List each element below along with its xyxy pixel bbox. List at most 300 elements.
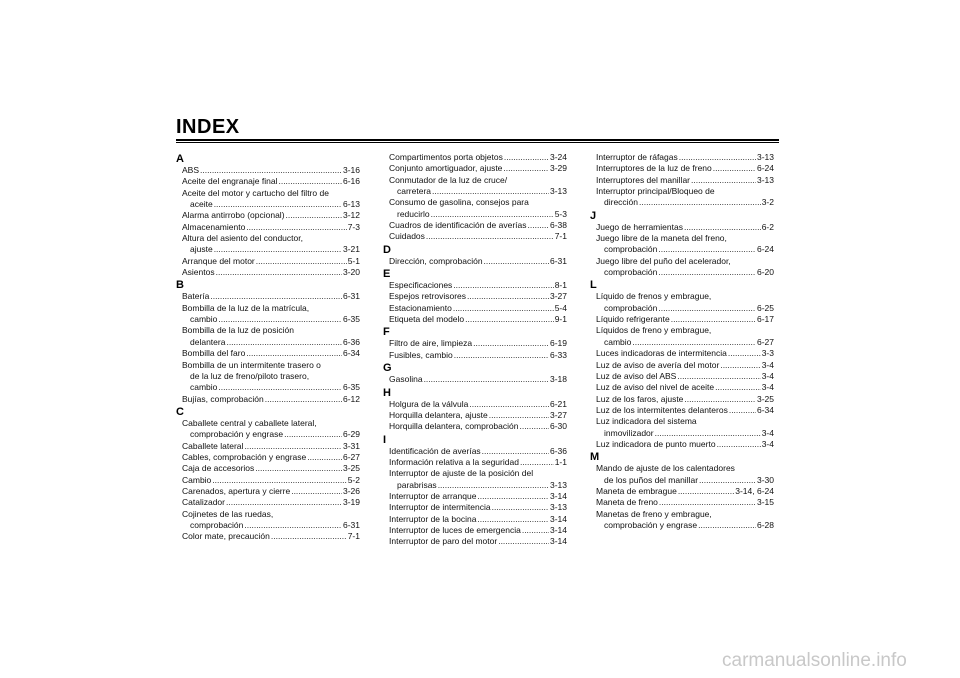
dot-leader — [226, 497, 342, 508]
index-entry — [176, 394, 360, 405]
entry-text: Caballete lateral — [182, 440, 244, 451]
index-entry — [590, 439, 774, 450]
page-number: 6-2 — [761, 221, 774, 232]
entry-text: Interruptor de ráfagas — [596, 152, 678, 162]
entry-text: de los puños del manillar — [604, 474, 699, 485]
entry-text: Caja de accesorios — [182, 463, 255, 474]
entry-text: Interruptor de arranque — [389, 490, 477, 501]
entry-text: cambio — [190, 382, 218, 393]
section-letter-l: L — [590, 279, 597, 292]
entry-text: Cojinetes de las ruedas, — [182, 508, 274, 519]
page-number: 6-16 — [342, 176, 360, 187]
entry-text: Holgura de la válvula — [389, 398, 469, 409]
entry-text: Filtro de aire, limpieza — [389, 338, 473, 349]
index-entry — [383, 256, 567, 267]
page-number: 3-4 — [761, 427, 774, 438]
index-entry — [383, 197, 567, 220]
page-number: 3-21 — [342, 244, 360, 255]
page-number: 6-28 — [756, 519, 774, 530]
section-letter-m: M — [590, 451, 600, 464]
dot-leader — [677, 371, 760, 382]
entry-text: Interruptor principal/Bloqueo de — [596, 186, 715, 197]
index-entry — [176, 418, 360, 441]
dot-leader — [286, 210, 342, 221]
dot-leader — [678, 486, 734, 497]
entry-text: Almacenamiento — [182, 221, 246, 232]
entry-text: Aceite del engranaje final — [182, 176, 278, 187]
entry-text: Juego libre del puño del acelerador, — [596, 255, 731, 266]
dot-leader — [438, 480, 549, 491]
page-number: 6-17 — [756, 314, 774, 325]
page-number: 3-16 — [342, 165, 360, 175]
index-entry — [176, 486, 360, 497]
entry-text: Interruptores de la luz de freno — [596, 163, 712, 174]
page-number: 3-2 — [761, 197, 774, 208]
page-number: 3-24 — [549, 152, 567, 162]
page-number: 5-2 — [347, 474, 360, 485]
entry-text: Batería — [182, 291, 210, 302]
entry-text: Líquidos de freno y embrague, — [596, 325, 712, 336]
index-entry — [383, 374, 567, 385]
page-number: 6-27 — [342, 451, 360, 462]
page-number: 6-35 — [342, 314, 360, 325]
page-number: 3-20 — [342, 267, 360, 278]
entry-text: comprobación — [604, 244, 658, 255]
index-entry — [383, 514, 567, 525]
index-entry — [383, 231, 567, 242]
page-number: 6-34 — [342, 348, 360, 359]
index-entry — [176, 222, 360, 233]
dot-leader — [492, 502, 549, 513]
page-number: 3-14 — [549, 513, 567, 524]
section-letter-g: G — [383, 362, 392, 375]
entry-text: Bombilla del faro — [182, 348, 246, 359]
index-entry — [383, 338, 567, 349]
index-entry — [383, 303, 567, 314]
page-number: 3-13 — [549, 186, 567, 197]
entry-text: Catalizador — [182, 497, 225, 508]
entry-text: Maneta de embrague — [596, 485, 677, 496]
page-number: 6-13 — [342, 199, 360, 210]
section-letter-h: H — [383, 386, 391, 399]
dot-leader — [424, 374, 549, 385]
dot-leader — [426, 231, 554, 242]
entry-text: Caballete central y caballete lateral, — [182, 417, 317, 428]
entry-text: Bombilla de la luz de la matrícula, — [182, 302, 310, 313]
entry-text: Espejos retrovisores — [389, 291, 467, 302]
index-entry — [383, 457, 567, 468]
index-entry — [590, 152, 774, 163]
index-entry — [590, 509, 774, 532]
entry-text: Alarma antirrobo (opcional) — [182, 210, 285, 221]
section-letter-b: B — [176, 279, 184, 292]
dot-leader — [226, 337, 342, 348]
dot-leader — [477, 514, 549, 525]
index-entry — [383, 525, 567, 536]
index-entry — [383, 410, 567, 421]
page-number: 3-13 — [756, 174, 774, 185]
entry-text: Identificación de averías — [389, 445, 481, 456]
dot-leader — [431, 209, 554, 220]
entry-text: comprobación — [190, 519, 244, 530]
entry-text: Cables, comprobación y engrase — [182, 451, 307, 462]
entry-text: Juego de herramientas — [596, 221, 683, 232]
page-number: 3-14 — [549, 490, 567, 501]
dot-leader — [729, 405, 756, 416]
page-number: 6-30 — [549, 421, 567, 432]
page-number: 6-29 — [342, 429, 360, 440]
index-entry — [176, 475, 360, 486]
dot-leader — [520, 457, 554, 468]
entry-text: Cambio — [182, 474, 212, 485]
page-number: 3-14 — [549, 536, 567, 547]
dot-leader — [216, 267, 342, 278]
entry-text: Mando de ajuste de los calentadores — [596, 463, 735, 474]
entry-text: Consumo de gasolina, consejos para — [389, 197, 529, 208]
dot-leader — [265, 394, 342, 405]
page-number: 6-19 — [549, 338, 567, 349]
index-entry — [590, 233, 774, 256]
entry-text: de la luz de freno/piloto trasero, — [190, 370, 310, 381]
entry-text: Interruptor de ajuste de la posición del — [389, 468, 534, 479]
dot-leader — [477, 491, 549, 502]
dot-leader — [484, 256, 549, 267]
dot-leader — [307, 452, 342, 463]
index-entry — [176, 188, 360, 211]
index-entry — [590, 291, 774, 314]
entry-text: Luz de los faros, ajuste — [596, 393, 684, 404]
dot-leader — [218, 382, 342, 393]
dot-leader — [684, 394, 756, 405]
dot-leader — [271, 531, 347, 542]
entry-text: Arranque del motor — [182, 255, 255, 266]
dot-leader — [465, 314, 554, 325]
index-entry — [176, 452, 360, 463]
entry-text: cambio — [190, 314, 218, 325]
page-title: INDEX — [176, 116, 240, 138]
entry-text: Líquido de frenos y embrague, — [596, 291, 712, 302]
index-column-3 — [590, 152, 774, 531]
entry-text: comprobación — [604, 302, 658, 313]
entry-text: Horquilla delantera, ajuste — [389, 409, 488, 420]
dot-leader — [522, 525, 549, 536]
entry-text: Color mate, precaución — [182, 531, 270, 542]
index-entry — [383, 280, 567, 291]
page-number: 3-12 — [342, 210, 360, 221]
index-entry — [383, 468, 567, 491]
dot-leader — [698, 520, 756, 531]
page-number: 3-4 — [761, 438, 774, 449]
page-number: 5-3 — [554, 208, 567, 219]
page-number: 1-1 — [554, 456, 567, 467]
dot-leader — [453, 303, 554, 314]
page-number: 6-25 — [756, 302, 774, 313]
entry-text: Maneta de freno — [596, 497, 658, 508]
dot-leader — [699, 475, 756, 486]
dot-leader — [214, 199, 342, 210]
page-number: 6-31 — [342, 519, 360, 530]
entry-text: Cuidados — [389, 231, 425, 242]
entry-text: parabrisas — [397, 479, 437, 490]
page-number: 9-1 — [554, 314, 567, 325]
page-number: 6-24 — [756, 163, 774, 174]
section-letter-i: I — [383, 433, 387, 446]
page-number: 3-14, 6-24 — [735, 485, 774, 496]
dot-leader — [658, 244, 756, 255]
dot-leader — [504, 152, 549, 163]
page-number: 3-25 — [342, 463, 360, 474]
index-entry — [383, 175, 567, 198]
dot-leader — [255, 463, 342, 474]
dot-leader — [717, 439, 761, 450]
entry-text: delantera — [190, 336, 226, 347]
page-number: 3-19 — [342, 497, 360, 508]
index-entry — [176, 497, 360, 508]
index-entry — [176, 291, 360, 302]
index-entry — [590, 314, 774, 325]
index-entry — [176, 210, 360, 221]
entry-text: Luz de aviso del nivel de aceite — [596, 382, 715, 393]
page-number: 7-3 — [347, 221, 360, 232]
entry-text: Manetas de freno y embrague, — [596, 508, 712, 519]
page-number: 3-15 — [756, 497, 774, 508]
dot-leader — [432, 186, 549, 197]
page-number: 6-36 — [549, 445, 567, 456]
section-letter-j: J — [590, 209, 597, 222]
entry-text: inmovilizador — [604, 427, 654, 438]
dot-leader — [503, 163, 549, 174]
entry-text: Horquilla delantera, comprobación — [389, 421, 519, 432]
page-number: 7-1 — [347, 531, 360, 542]
index-entry — [176, 176, 360, 187]
section-letter-a: A — [176, 153, 184, 165]
dot-leader — [473, 338, 549, 349]
dot-leader — [639, 197, 761, 208]
entry-text: comprobación — [604, 267, 658, 278]
dot-leader — [728, 348, 761, 359]
entry-text: comprobación y engrase — [604, 519, 698, 530]
entry-text: Gasolina — [389, 374, 423, 385]
dot-leader — [278, 176, 342, 187]
dot-leader — [200, 165, 342, 176]
index-entry — [176, 165, 360, 176]
dot-leader — [210, 291, 342, 302]
entry-text: Información relativa a la seguridad — [389, 456, 519, 467]
dot-leader — [658, 303, 756, 314]
page-number: 3-4 — [761, 359, 774, 370]
index-entry — [176, 303, 360, 326]
index-entry — [590, 497, 774, 508]
page-number: 3-13 — [549, 479, 567, 490]
page-number: 3-26 — [342, 485, 360, 496]
dot-leader — [454, 350, 549, 361]
dot-leader — [212, 475, 346, 486]
index-entry — [176, 348, 360, 359]
dot-leader — [244, 441, 342, 452]
entry-text: Bombilla de un intermitente trasero o — [182, 359, 321, 370]
dot-leader — [489, 410, 549, 421]
index-entry — [176, 441, 360, 452]
index-entry — [383, 446, 567, 457]
page-number: 6-27 — [756, 336, 774, 347]
page-number: 6-31 — [549, 255, 567, 266]
index-entry — [176, 325, 360, 348]
dot-leader — [691, 175, 756, 186]
page-number: 3-13 — [756, 152, 774, 162]
dot-leader — [453, 280, 553, 291]
dot-leader — [671, 314, 756, 325]
page-number: 3-31 — [342, 440, 360, 451]
index-entry — [176, 233, 360, 256]
page-number: 6-38 — [549, 220, 567, 231]
index-entry — [383, 314, 567, 325]
index-entry — [176, 463, 360, 474]
index-entry — [590, 371, 774, 382]
index-entry — [383, 536, 567, 547]
entry-text: Bujías, comprobación — [182, 393, 264, 404]
dot-leader — [291, 486, 342, 497]
index-entry — [590, 186, 774, 209]
dot-leader — [246, 348, 342, 359]
entry-text: ABS — [182, 165, 200, 175]
page-number: 3-25 — [756, 393, 774, 404]
entry-text: reducirlo — [397, 208, 430, 219]
entry-text: Interruptor de la bocina — [389, 513, 477, 524]
page-number: 7-1 — [554, 231, 567, 242]
entry-text: Carenados, apertura y cierre — [182, 485, 291, 496]
entry-text: Cuadros de identificación de averías — [389, 220, 527, 231]
entry-text: cambio — [604, 336, 632, 347]
dot-leader — [246, 222, 346, 233]
page-number: 6-12 — [342, 393, 360, 404]
entry-text: Dirección, comprobación — [389, 255, 483, 266]
index-entry — [176, 531, 360, 542]
title-rule — [176, 139, 779, 143]
page-number: 6-21 — [549, 398, 567, 409]
page-number: 6-36 — [342, 336, 360, 347]
entry-text: Interruptor de luces de emergencia — [389, 524, 521, 535]
entry-text: carretera — [397, 186, 432, 197]
dot-leader — [658, 267, 756, 278]
entry-text: Luz de los intermitentes delanteros — [596, 404, 728, 415]
entry-text: Altura del asiento del conductor, — [182, 233, 303, 244]
page-number: 3-14 — [549, 524, 567, 535]
entry-text: ajuste — [190, 244, 213, 255]
dot-leader — [284, 429, 342, 440]
dot-leader — [482, 446, 549, 457]
dot-leader — [659, 497, 756, 508]
index-entry — [590, 256, 774, 279]
page-number: 3-29 — [549, 163, 567, 174]
entry-text: Compartimentos porta objetos — [389, 152, 503, 162]
index-entry — [590, 348, 774, 359]
index-entry — [383, 399, 567, 410]
index-entry — [590, 325, 774, 348]
entry-text: Conmutador de la luz de cruce/ — [389, 174, 508, 185]
index-entry — [590, 463, 774, 486]
dot-leader — [684, 222, 761, 233]
dot-leader — [244, 520, 342, 531]
index-entry — [590, 486, 774, 497]
section-letter-e: E — [383, 268, 391, 281]
entry-text: Etiqueta del modelo — [389, 314, 465, 325]
page-number: 3-4 — [761, 382, 774, 393]
section-letter-d: D — [383, 243, 391, 256]
page-number: 6-31 — [342, 291, 360, 302]
index-entry — [176, 509, 360, 532]
watermark: carmanualsonline.info — [722, 650, 907, 671]
entry-text: Fusibles, cambio — [389, 349, 453, 360]
dot-leader — [467, 291, 549, 302]
page-number: 3-27 — [549, 409, 567, 420]
dot-leader — [519, 421, 549, 432]
entry-text: Conjunto amortiguador, ajuste — [389, 163, 503, 174]
dot-leader — [498, 536, 549, 547]
page-number: 6-34 — [756, 404, 774, 415]
entry-text: Bombilla de la luz de posición — [182, 325, 294, 336]
entry-text: Interruptor de paro del motor — [389, 536, 498, 547]
index-entry — [176, 256, 360, 267]
index-entry — [383, 350, 567, 361]
entry-text: Luz de aviso del ABS — [596, 370, 677, 381]
entry-text: Juego libre de la maneta del freno, — [596, 233, 727, 244]
page-number: 3-27 — [549, 291, 567, 302]
dot-leader — [715, 382, 761, 393]
entry-text: comprobación y engrase — [190, 429, 284, 440]
index-entry — [590, 360, 774, 371]
dot-leader — [256, 256, 347, 267]
entry-text: Luz de aviso de avería del motor — [596, 359, 720, 370]
index-entry — [590, 416, 774, 439]
entry-text: Estacionamiento — [389, 302, 452, 313]
index-entry — [383, 291, 567, 302]
entry-text: dirección — [604, 197, 639, 208]
dot-leader — [218, 314, 342, 325]
index-entry — [383, 163, 567, 174]
entry-text: Líquido refrigerante — [596, 314, 670, 325]
page-number: 6-35 — [342, 382, 360, 393]
entry-text: Luz indicadora del sistema — [596, 416, 697, 427]
index-entry — [383, 502, 567, 513]
entry-text: aceite — [190, 199, 213, 210]
index-entry — [590, 382, 774, 393]
entry-text: Especificaciones — [389, 280, 453, 291]
page-number: 6-20 — [756, 267, 774, 278]
page-number: 3-30 — [756, 474, 774, 485]
index-entry — [176, 267, 360, 278]
page-number: 5-4 — [554, 302, 567, 313]
index-entry — [383, 421, 567, 432]
index-entry — [383, 220, 567, 231]
dot-leader — [655, 428, 761, 439]
index-entry — [590, 175, 774, 186]
index-entry — [590, 163, 774, 174]
page-number: 3-18 — [549, 374, 567, 385]
page-number: 3-4 — [761, 370, 774, 381]
entry-text: Luz indicadora de punto muerto — [596, 438, 716, 449]
page-number: 5-1 — [347, 255, 360, 266]
index-entry — [383, 491, 567, 502]
page-number: 3-3 — [761, 348, 774, 359]
entry-text: Luces indicadoras de intermitencia — [596, 348, 727, 359]
page-number: 6-24 — [756, 244, 774, 255]
page-number: 8-1 — [554, 280, 567, 291]
index-column-2 — [383, 152, 567, 548]
index-entry — [590, 222, 774, 233]
dot-leader — [720, 360, 760, 371]
page-number: 6-33 — [549, 349, 567, 360]
dot-leader — [679, 152, 756, 163]
